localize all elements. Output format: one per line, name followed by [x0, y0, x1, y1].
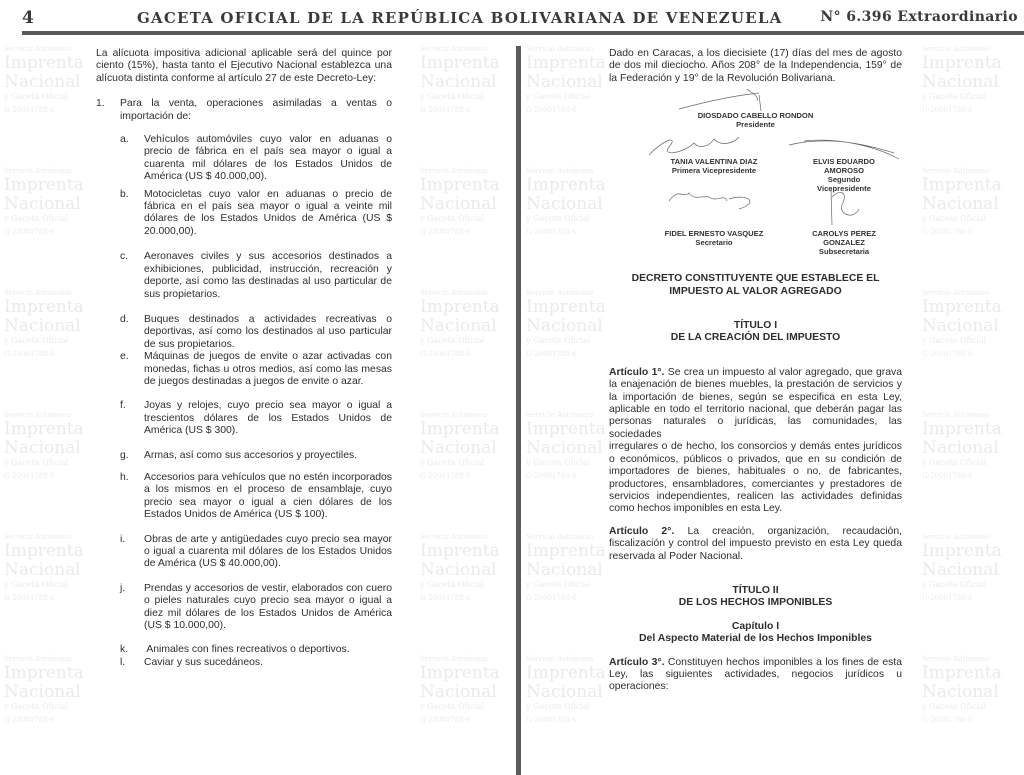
- watermark-text: G-20001788-6: [526, 472, 577, 480]
- watermark-text: G-20001788-6: [922, 228, 973, 236]
- watermark-text: Servicio Autónomo: [526, 655, 594, 663]
- article-text: Se crea un impuesto al valor agregado, que grava la enajenación de bienes muebles, la prestación de servicios y la importación de bienes, según se especifica en esta Ley, aplicable en todo el territorio nacional, que deberán pagar las personas naturales o jurídicas, las comunidades, las sociedades: [609, 366, 903, 440]
- sub-item-i: [96, 534, 392, 571]
- signatory-role: Presidente: [736, 120, 775, 130]
- sub-item-b: [96, 189, 392, 239]
- titulo-number: TÍTULO II: [732, 584, 779, 596]
- watermark-text: Imprenta: [4, 541, 84, 561]
- closing-paragraph: Dado en Caracas, a los diecisiete (17) días del mes de agosto de dos mil dieciocho. Años 208° de la Independencia, 159° de la Federación y 19° de la Revolución Bolivariana.: [609, 48, 902, 84]
- list-marker: e.: [120, 351, 129, 363]
- watermark-text: Nacional: [526, 316, 603, 336]
- watermark-tile: [920, 286, 1006, 404]
- sub-item-text: Aeronaves civiles y sus accesorios destinados a exhibiciones, publicidad, instrucción, recreación y deporte, así como las destinadas al uso particular de sus propietarios.: [144, 251, 392, 300]
- watermark-tile: [920, 530, 1006, 648]
- watermark-text: Nacional: [420, 316, 497, 336]
- watermark-text: Imprenta: [526, 175, 606, 195]
- signatory-name: FIDEL ERNESTO VASQUEZ: [664, 229, 764, 239]
- sub-item-text: Máquinas de juegos de envite o azar activadas con monedas, fichas u otros medios, así como las mesas de juegos destinadas a juegos de envite o azar.: [144, 351, 392, 387]
- signatory-secretary: [639, 229, 789, 247]
- sub-item-h: [96, 472, 392, 522]
- watermark-tile: [2, 286, 88, 404]
- article-label: Artículo 1°.: [609, 366, 665, 378]
- watermark-text: Servicio Autónomo: [922, 655, 990, 663]
- watermark-text: Imprenta: [4, 419, 84, 439]
- list-item-1: [96, 98, 392, 123]
- signatory-name: DIOSDADO CABELLO RONDON: [697, 111, 814, 121]
- watermark-text: Imprenta: [526, 53, 606, 73]
- signatory-role: Segundo: [827, 175, 861, 185]
- watermark-text: Servicio Autónomo: [526, 289, 594, 297]
- signature-undersecretary: [831, 189, 859, 225]
- watermark-tile: [524, 42, 610, 160]
- signature-first-vp: [649, 137, 739, 155]
- watermark-text: Servicio Autónomo: [922, 45, 990, 53]
- decree-title: [609, 273, 902, 298]
- watermark-text: Nacional: [420, 194, 497, 214]
- watermark-text: Servicio Autónomo: [526, 411, 594, 419]
- watermark-text: Imprenta: [922, 419, 1002, 439]
- watermark-text: G-20001788-6: [420, 594, 471, 602]
- watermark-text: y Gaceta Oficial: [526, 458, 591, 467]
- article-text: Constituyen hechos imponibles a los fines de esta Ley, las siguientes actividades, negocios jurídicos u operaciones:: [609, 656, 902, 693]
- watermark-text: G-20001788-6: [922, 106, 973, 114]
- signatory-name: CAROLYS PEREZ: [812, 229, 876, 239]
- signature-secretary: [669, 193, 750, 209]
- left-column: [96, 48, 392, 669]
- header-rule: [22, 31, 1024, 35]
- watermark-text: Imprenta: [4, 297, 84, 317]
- watermark-tile: [920, 42, 1006, 160]
- watermark-text: Nacional: [4, 72, 81, 92]
- watermark-text: Imprenta: [526, 541, 606, 561]
- watermark-tile: [2, 164, 88, 282]
- watermark-text: Imprenta: [420, 663, 500, 683]
- sub-item-text: Caviar y sus sucedáneos.: [144, 656, 263, 668]
- watermark-tile: [920, 408, 1006, 526]
- watermark-text: G-20001788-6: [526, 106, 577, 114]
- watermark-text: y Gaceta Oficial: [420, 580, 485, 589]
- watermark-text: y Gaceta Oficial: [4, 702, 69, 711]
- watermark-text: Nacional: [4, 316, 81, 336]
- watermark-text: y Gaceta Oficial: [526, 580, 591, 589]
- article-1-continued: irregulares o de hecho, los consorcios y demás entes jurídicos o económicos, públicos o privados, que en su condición de importadores de bienes, habituales o no, de fabricantes, productores, ensambladores, comerciantes y prestadores de servicios independientes, realicen las actividades definidas como hechos imponibles en esta Ley.: [609, 441, 902, 515]
- watermark-text: G-20001788-6: [4, 716, 55, 724]
- watermark-text: y Gaceta Oficial: [420, 92, 485, 101]
- watermark-text: Servicio Autónomo: [4, 533, 72, 541]
- signatory-role: Primera Vicepresidente: [671, 166, 757, 176]
- sub-item-text: Joyas y relojes, cuyo precio sea mayor o igual a trescientos dólares de los Estados Unidos de América (US $ 300).: [144, 400, 392, 437]
- watermark-text: y Gaceta Oficial: [922, 336, 987, 345]
- watermark-text: G-20001788-6: [420, 228, 471, 236]
- signature-president: [679, 89, 761, 111]
- titulo-1-heading: [609, 320, 902, 345]
- watermark-tile: [418, 530, 504, 648]
- watermark-text: Servicio Autónomo: [420, 289, 488, 297]
- watermark-text: G-20001788-6: [4, 594, 55, 602]
- sub-item-text: Motocicletas cuyo valor en aduanas o precio de fábrica en el país sea mayor o igual a veinte mil dólares de los Estados Unidos de América (US $ 20.000,00).: [144, 188, 392, 237]
- watermark-text: Servicio Autónomo: [420, 533, 488, 541]
- signatory-name: ELVIS EDUARDO: [813, 157, 875, 167]
- watermark-text: G-20001788-6: [526, 594, 577, 602]
- list-marker: i.: [120, 533, 126, 545]
- decree-title-line: DECRETO CONSTITUYENTE QUE ESTABLECE EL: [631, 273, 880, 285]
- watermark-text: Nacional: [922, 316, 999, 336]
- chapter-number: Capítulo I: [731, 620, 780, 632]
- sub-item-f: [96, 400, 392, 437]
- watermark-text: y Gaceta Oficial: [420, 214, 485, 223]
- watermark-tile: [2, 652, 88, 770]
- watermark-text: y Gaceta Oficial: [922, 92, 987, 101]
- watermark-text: Imprenta: [420, 541, 500, 561]
- watermark-text: Imprenta: [922, 541, 1002, 561]
- watermark-text: y Gaceta Oficial: [922, 214, 987, 223]
- signatory-first-vp: [639, 157, 789, 175]
- watermark-text: Servicio Autónomo: [4, 45, 72, 53]
- chapter-name: Del Aspecto Material de los Hechos Imponibles: [639, 633, 872, 645]
- watermark-text: G-20001788-6: [922, 472, 973, 480]
- watermark-text: G-20001788-6: [922, 716, 973, 724]
- watermark-text: Nacional: [4, 194, 81, 214]
- watermark-text: Nacional: [420, 560, 497, 580]
- signatory-name: GONZALEZ: [823, 238, 865, 248]
- gazette-title: GACETA OFICIAL DE LA REPÚBLICA BOLIVARIANA DE VENEZUELA: [137, 9, 783, 27]
- watermark-tile: [524, 286, 610, 404]
- watermark-text: Servicio Autónomo: [526, 533, 594, 541]
- sub-item-text: Obras de arte y antigüedades cuyo precio sea mayor o igual a cuarenta mil dólares de los Estados Unidos de América (US $ 40.000,00).: [144, 533, 392, 570]
- watermark-tile: [2, 42, 88, 160]
- list-marker: f.: [120, 400, 126, 412]
- sub-item-k: [96, 644, 392, 656]
- sub-item-e: [96, 351, 392, 388]
- sub-item-text: Animales con fines recreativos o deportivos.: [144, 644, 350, 656]
- watermark-text: Nacional: [4, 560, 81, 580]
- list-marker: g.: [120, 449, 129, 461]
- watermark-text: G-20001788-6: [526, 716, 577, 724]
- watermark-tile: [920, 164, 1006, 282]
- watermark-text: G-20001788-6: [4, 228, 55, 236]
- list-marker: 1.: [96, 98, 105, 110]
- watermark-text: y Gaceta Oficial: [922, 580, 987, 589]
- signatory-president: [609, 111, 902, 129]
- watermark-text: Servicio Autónomo: [4, 167, 72, 175]
- list-marker: a.: [120, 134, 129, 146]
- chapter-heading: [609, 621, 902, 646]
- watermark-text: G-20001788-6: [420, 716, 471, 724]
- sub-item-text: Vehículos automóviles cuyo valor en aduanas o precio de fábrica en el país sea mayor o igual a cuarenta mil dólares de los Estados Unidos de América (US $ 40.000,00).: [144, 134, 392, 183]
- watermark-text: y Gaceta Oficial: [526, 336, 591, 345]
- issue-number: N° 6.396 Extraordinario: [820, 9, 1018, 25]
- article-text: La creación, organización, recaudación, fiscalización y control del impuesto previsto en esta Ley queda reservada al Poder Nacional.: [609, 525, 902, 562]
- watermark-text: Imprenta: [922, 53, 1002, 73]
- watermark-tile: [524, 530, 610, 648]
- watermark-text: y Gaceta Oficial: [526, 214, 591, 223]
- watermark-text: G-20001788-6: [420, 472, 471, 480]
- watermark-text: y Gaceta Oficial: [4, 92, 69, 101]
- watermark-text: Imprenta: [4, 175, 84, 195]
- watermark-text: Servicio Autónomo: [526, 45, 594, 53]
- sub-item-text: Prendas y accesorios de vestir, elaborados con cuero o pieles naturales cuyo precio sea mayor o igual a diez mil dólares de los Estados Unidos de América (US $ 10.000,00).: [144, 582, 392, 632]
- signatory-role: Subsecretaria: [818, 247, 870, 257]
- watermark-text: Nacional: [526, 438, 603, 458]
- watermark-text: Nacional: [420, 682, 497, 702]
- watermark-text: Imprenta: [526, 663, 606, 683]
- watermark-text: Imprenta: [420, 419, 500, 439]
- watermark-text: Nacional: [420, 72, 497, 92]
- list-item-text: Para la venta, operaciones asimiladas a ventas o importación de:: [120, 98, 392, 122]
- watermark-text: y Gaceta Oficial: [922, 702, 987, 711]
- list-marker: l.: [120, 656, 126, 668]
- list-marker: c.: [120, 251, 129, 263]
- intro-paragraph: La alícuota impositiva adicional aplicable será del quince por ciento (15%), hasta tanto el Ejecutivo Nacional establezca una alícuota distinta conforme al artículo 27 de este Decreto-Ley:: [96, 48, 392, 84]
- watermark-text: Nacional: [4, 438, 81, 458]
- column-divider: [516, 46, 521, 775]
- watermark-text: y Gaceta Oficial: [526, 92, 591, 101]
- watermark-text: Nacional: [922, 560, 999, 580]
- signatory-role: Secretario: [695, 238, 733, 248]
- watermark-text: Servicio Autónomo: [526, 167, 594, 175]
- article-3: [609, 657, 902, 694]
- watermark-text: G-20001788-6: [4, 472, 55, 480]
- watermark-text: Servicio Autónomo: [922, 289, 990, 297]
- watermark-text: Imprenta: [420, 297, 500, 317]
- sub-item-j: [96, 583, 392, 633]
- watermark-text: G-20001788-6: [526, 228, 577, 236]
- watermark-text: Servicio Autónomo: [4, 289, 72, 297]
- watermark-text: G-20001788-6: [922, 350, 973, 358]
- watermark-text: Imprenta: [922, 175, 1002, 195]
- watermark-text: Servicio Autónomo: [420, 45, 488, 53]
- watermark-text: y Gaceta Oficial: [4, 580, 69, 589]
- titulo-number: TÍTULO I: [733, 320, 778, 332]
- sub-item-text: Armas, así como sus accesorios y proyectiles.: [144, 449, 358, 461]
- watermark-text: Imprenta: [526, 297, 606, 317]
- watermark-text: Servicio Autónomo: [420, 411, 488, 419]
- watermark-tile: [418, 286, 504, 404]
- signatory-second-vp: [794, 157, 894, 193]
- watermark-text: Imprenta: [420, 175, 500, 195]
- watermark-tile: [524, 164, 610, 282]
- signatory-role: Vicepresidente: [817, 184, 871, 194]
- watermark-text: Servicio Autónomo: [922, 533, 990, 541]
- article-1: [609, 367, 902, 441]
- right-column: [609, 48, 902, 694]
- watermark-text: Servicio Autónomo: [4, 411, 72, 419]
- sub-item-text: Accesorios para vehículos que no estén incorporados a los mismos en el proceso de ensamblaje, cuyo precio sea mayor o igual a cien dólares de los Estados Unidos de América (US $ 100).: [144, 471, 392, 521]
- watermark-tile: [524, 408, 610, 526]
- sub-item-list: [96, 134, 392, 669]
- list-marker: j.: [120, 582, 126, 594]
- signatory-undersecretary: [794, 229, 894, 256]
- watermark-text: y Gaceta Oficial: [420, 336, 485, 345]
- page-number: 4: [22, 8, 34, 28]
- signatory-name: AMOROSO: [823, 166, 865, 176]
- watermark-text: Nacional: [420, 438, 497, 458]
- sub-item-g: [96, 450, 392, 462]
- watermark-text: Imprenta: [526, 419, 606, 439]
- signatory-name: TANIA VALENTINA DIAZ: [670, 157, 758, 167]
- titulo-name: DE LOS HECHOS IMPONIBLES: [678, 597, 833, 609]
- article-label: Artículo 2°.: [609, 525, 675, 537]
- watermark-tile: [418, 164, 504, 282]
- watermark-text: G-20001788-6: [922, 594, 973, 602]
- watermark-text: Nacional: [922, 682, 999, 702]
- watermark-text: Nacional: [526, 194, 603, 214]
- sub-item-c: [96, 251, 392, 301]
- watermark-text: G-20001788-6: [4, 350, 55, 358]
- watermark-text: y Gaceta Oficial: [4, 214, 69, 223]
- watermark-text: Nacional: [922, 72, 999, 92]
- signature-block: [609, 89, 902, 267]
- watermark-tile: [524, 652, 610, 770]
- watermark-text: y Gaceta Oficial: [420, 702, 485, 711]
- watermark-text: y Gaceta Oficial: [4, 458, 69, 467]
- decree-title-line: IMPUESTO AL VALOR AGREGADO: [669, 285, 842, 297]
- sub-item-text: Buques destinados a actividades recreativas o deportivas, así como los destinados al uso particular de sus propietarios.: [144, 313, 392, 350]
- sub-item-a: [96, 134, 392, 184]
- list-marker: k.: [120, 644, 129, 656]
- article-label: Artículo 3°.: [609, 656, 665, 668]
- watermark-tile: [418, 42, 504, 160]
- titulo-2-heading: [609, 585, 902, 610]
- watermark-tile: [2, 408, 88, 526]
- watermark-text: Imprenta: [922, 663, 1002, 683]
- watermark-text: y Gaceta Oficial: [526, 702, 591, 711]
- sub-item-l: [96, 657, 392, 669]
- page-header: [0, 0, 1024, 36]
- watermark-text: Nacional: [922, 194, 999, 214]
- watermark-tile: [920, 652, 1006, 770]
- watermark-text: G-20001788-6: [526, 350, 577, 358]
- sub-item-d: [96, 314, 392, 351]
- watermark-text: y Gaceta Oficial: [922, 458, 987, 467]
- watermark-text: y Gaceta Oficial: [420, 458, 485, 467]
- watermark-tile: [2, 530, 88, 648]
- watermark-text: Nacional: [4, 682, 81, 702]
- watermark-text: Nacional: [526, 560, 603, 580]
- watermark-text: G-20001788-6: [420, 106, 471, 114]
- watermark-text: Servicio Autónomo: [922, 411, 990, 419]
- list-marker: h.: [120, 471, 129, 483]
- watermark-text: Imprenta: [4, 663, 84, 683]
- article-2: [609, 526, 902, 563]
- titulo-name: DE LA CREACIÓN DEL IMPUESTO: [670, 332, 841, 344]
- watermark-text: Nacional: [922, 438, 999, 458]
- watermark-tile: [418, 652, 504, 770]
- list-marker: d.: [120, 313, 129, 325]
- watermark-text: y Gaceta Oficial: [4, 336, 69, 345]
- watermark-text: Servicio Autónomo: [4, 655, 72, 663]
- watermark-text: G-20001788-6: [420, 350, 471, 358]
- watermark-text: Imprenta: [4, 53, 84, 73]
- watermark-tile: [418, 408, 504, 526]
- watermark-text: Nacional: [526, 72, 603, 92]
- list-marker: b.: [120, 188, 129, 200]
- watermark-text: Servicio Autónomo: [420, 655, 488, 663]
- watermark-text: G-20001788-6: [4, 106, 55, 114]
- watermark-text: Nacional: [526, 682, 603, 702]
- watermark-text: Servicio Autónomo: [922, 167, 990, 175]
- watermark-text: Servicio Autónomo: [420, 167, 488, 175]
- watermark-text: Imprenta: [420, 53, 500, 73]
- watermark-text: Imprenta: [922, 297, 1002, 317]
